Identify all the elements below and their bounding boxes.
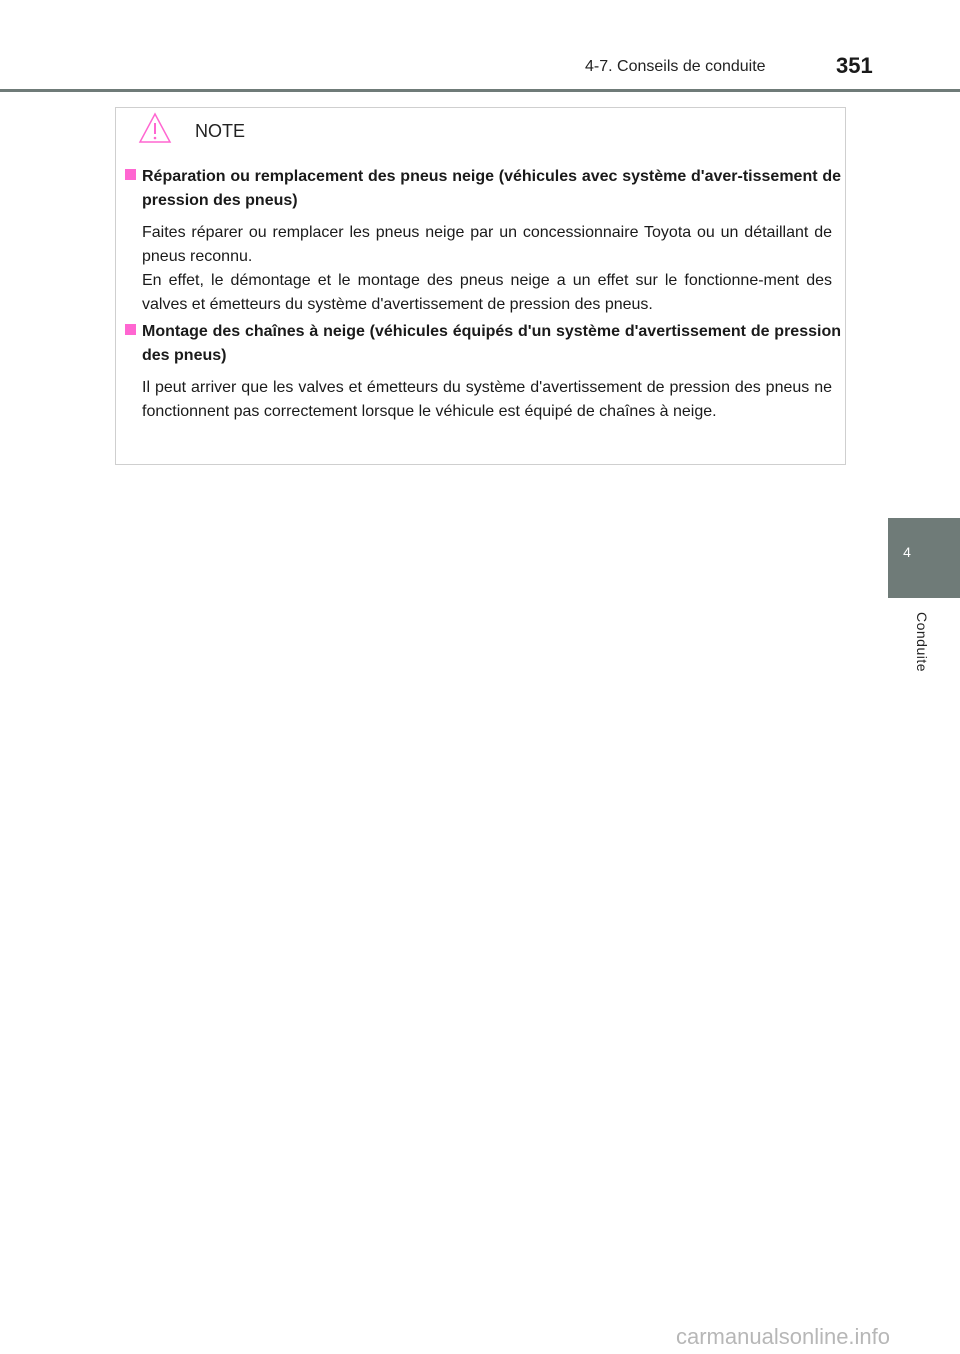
- section-title: 4-7. Conseils de conduite: [585, 58, 766, 75]
- note-box: [115, 107, 846, 465]
- page-number: 351: [836, 53, 873, 78]
- note-section-snow-chains: [125, 320, 841, 424]
- watermark: carmanualsonline.info: [676, 1324, 891, 1349]
- section-heading: Montage des chaînes à neige (véhicules équipés d'un système d'avertissement de pression des pneus): [142, 323, 841, 364]
- header-divider: [0, 89, 960, 92]
- body-paragraph: Faites réparer ou remplacer les pneus neige par un concessionnaire Toyota ou un détaillant de pneus reconnu.: [142, 224, 832, 265]
- chapter-tab: [888, 518, 960, 598]
- chapter-number: 4: [903, 544, 911, 560]
- note-title: NOTE: [195, 121, 246, 141]
- section-body: [142, 376, 832, 424]
- warning-triangle-icon: [138, 112, 172, 144]
- note-section-snow-tires: [125, 165, 841, 317]
- section-body: [142, 221, 832, 317]
- section-heading: Réparation ou remplacement des pneus neige (véhicules avec système d'aver-tissement de pression des pneus): [142, 168, 841, 209]
- chapter-label: Conduite: [914, 612, 930, 673]
- bullet-square-icon: [125, 169, 136, 180]
- body-paragraph: En effet, le démontage et le montage des pneus neige a un effet sur le fonctionne-ment des valves et émetteurs du système d'avertissement de pression des pneus.: [142, 272, 832, 313]
- body-paragraph: Il peut arriver que les valves et émetteurs du système d'avertissement de pression des pneus ne fonctionnent pas correctement lorsque le véhicule est équipé de chaînes à neige.: [142, 379, 832, 420]
- bullet-square-icon: [125, 324, 136, 335]
